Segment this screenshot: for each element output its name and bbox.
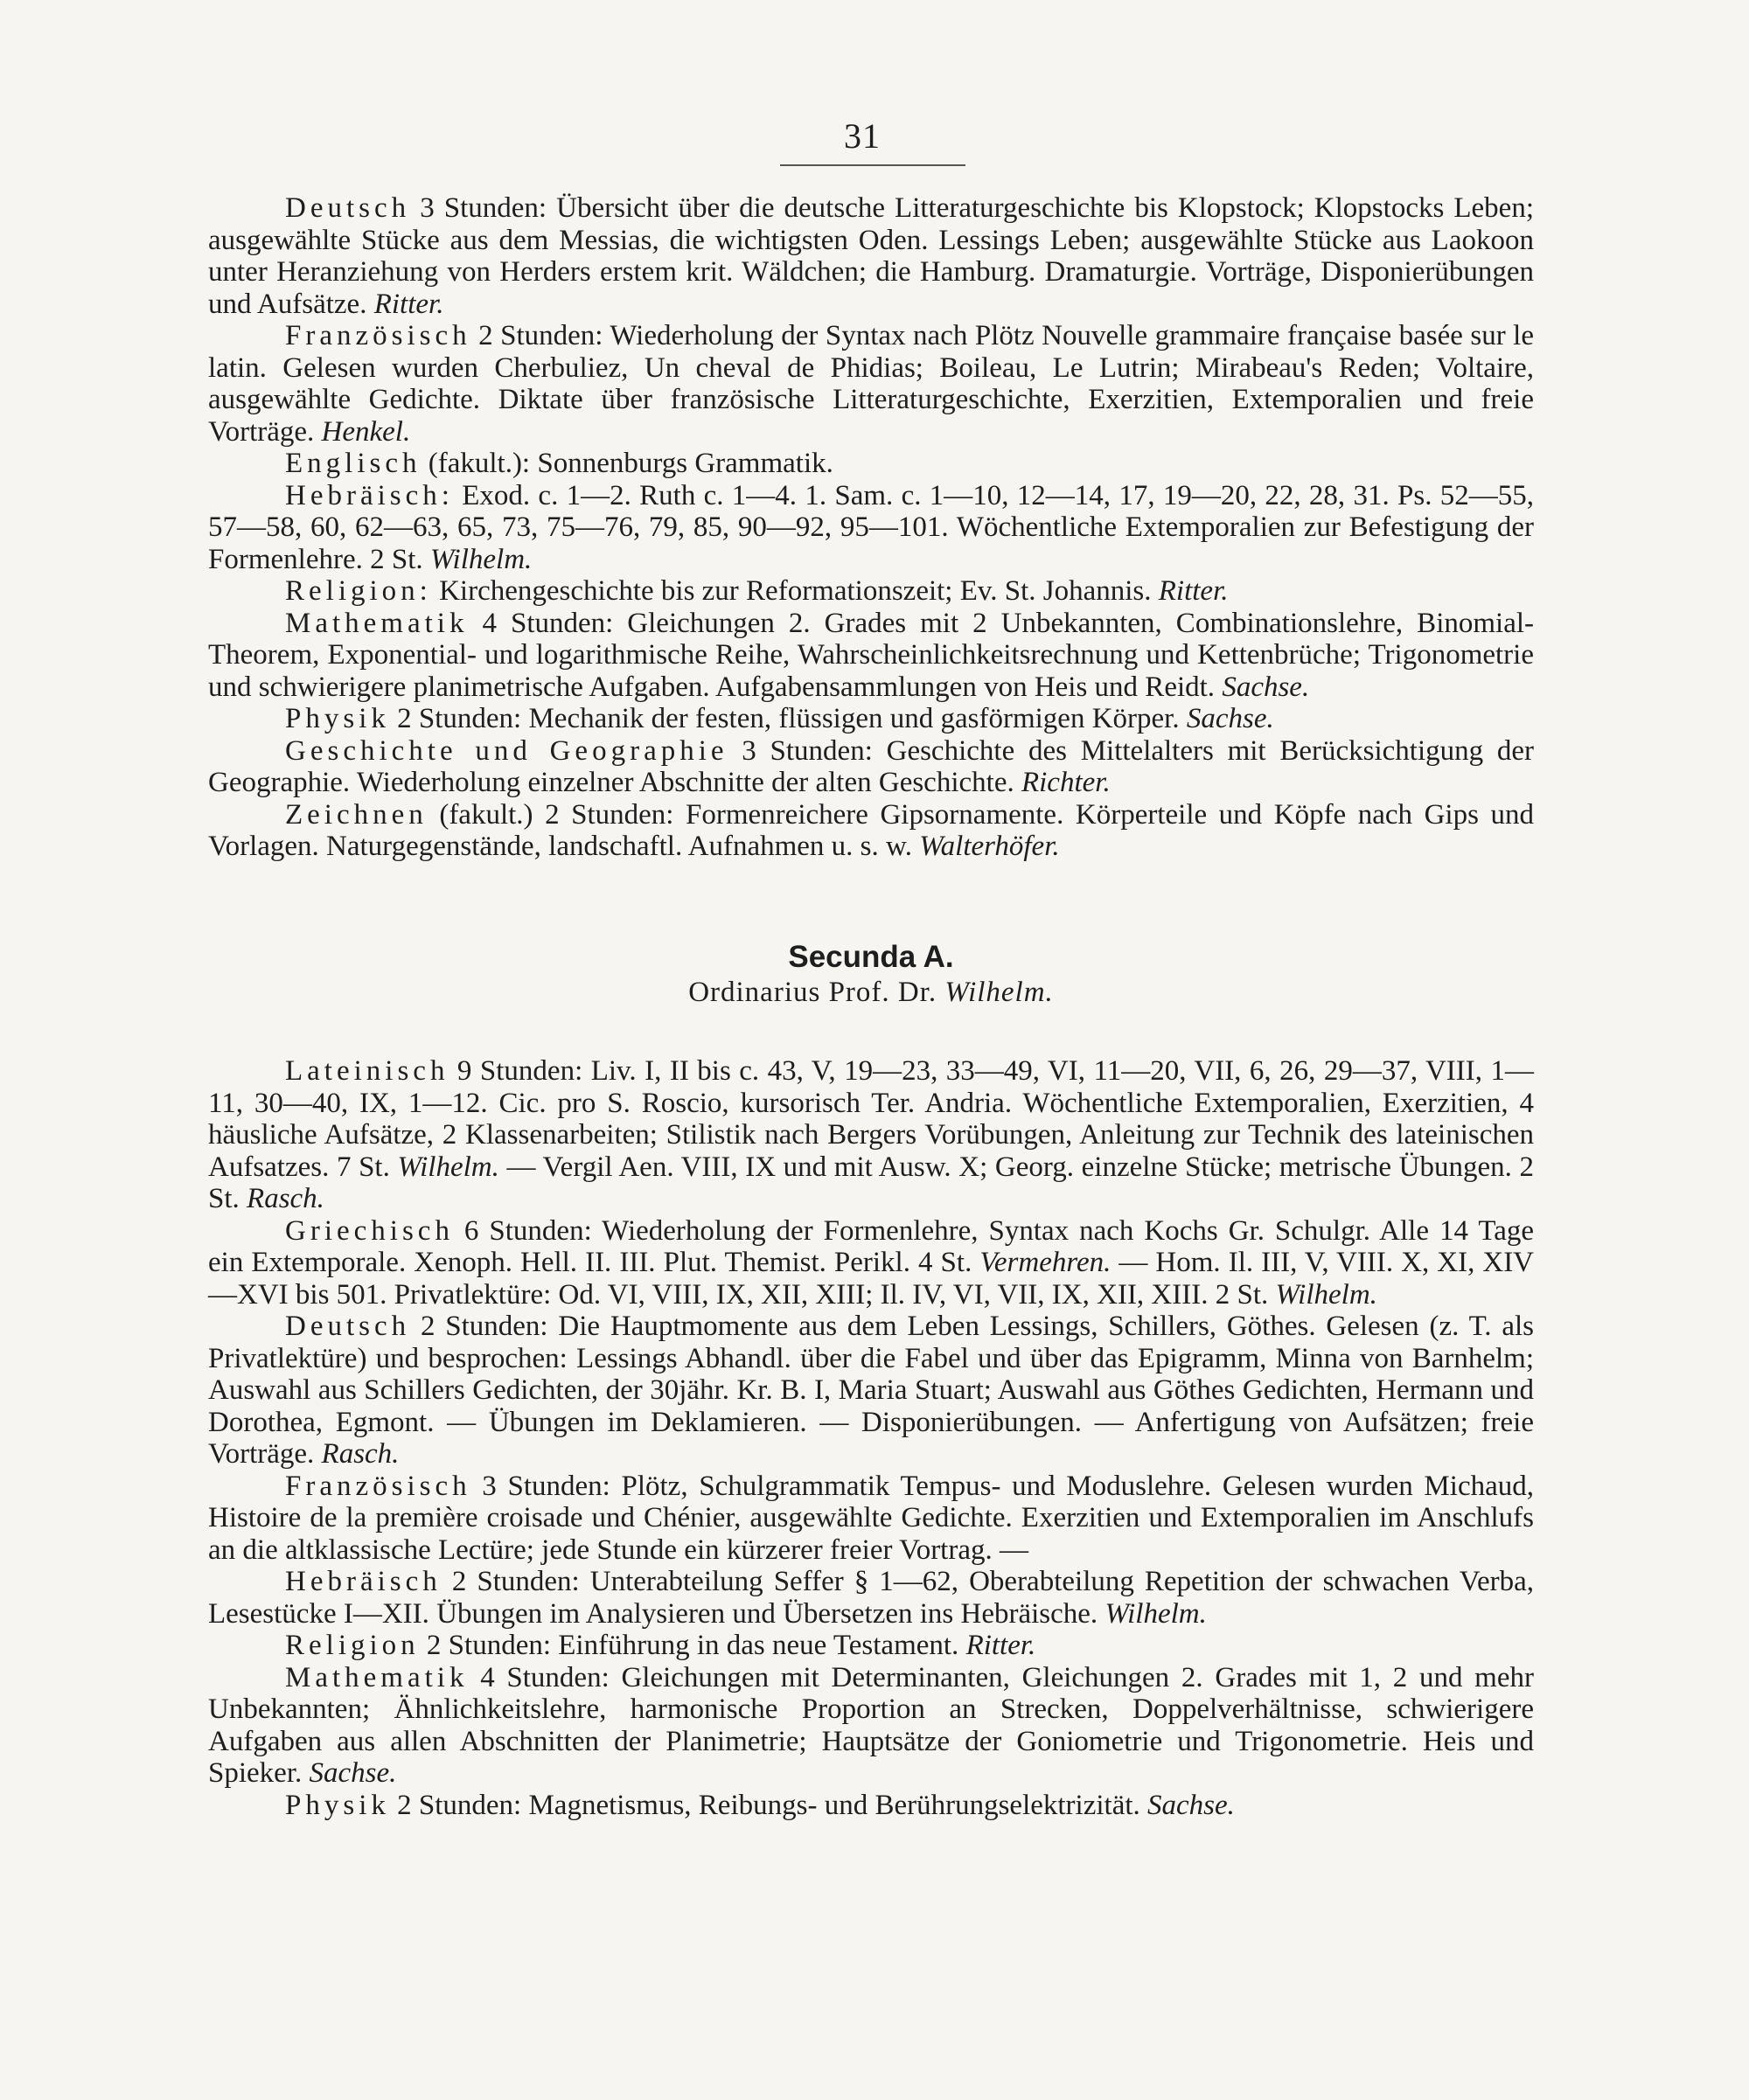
- section-title: Secunda A.: [788, 940, 954, 974]
- subject-paragraph: [208, 448, 1534, 480]
- subject-name: Englisch: [285, 448, 422, 479]
- page-number: 31: [844, 116, 881, 156]
- subject-name: Religion: [285, 1630, 420, 1661]
- curriculum-block-secunda-a: [208, 1055, 1534, 1821]
- subject-text: 2 Stunden: Einführung in das neue Testament.: [419, 1630, 959, 1661]
- subject-name: Deutsch: [285, 192, 411, 224]
- subject-name: Mathematik: [285, 1661, 469, 1693]
- teacher-name: Vermehren.: [979, 1247, 1111, 1278]
- subject-text: 9 Stunden: Liv. I, II bis c. 43, V, 19—23, 33—49, VI, 11—20, VII, 6, 26, 29—37, VIII, 1—11, 30—40, IX, 1—12. Cic. pro S. Roscio, kursorisch Ter. Andria. Wöchentliche Extemporalien, Exerzitien, 4 häusliche Aufsätze, 2 Klassenarbeiten; Stilistik nach Bergers Vorübungen, Anleitung zur Technik des lateinischen Aufsatzes. 7 St.: [208, 1055, 1534, 1183]
- subject-name: Hebräisch:: [285, 479, 454, 511]
- teacher-name: Wilhelm.: [397, 1151, 499, 1183]
- subject-text: 3 Stunden: Übersicht über die deutsche Litteraturgeschichte bis Klopstock; Klopstocks Leben; ausgewählte Stücke aus dem Messias, die wichtigsten Oden. Lessings Leben; ausgewählte Stücke aus Laokoon unter Heranziehung von Herders erstem krit. Wäldchen; die Hamburg. Dramaturgie. Vorträge, Disponierübungen und Aufsätze.: [208, 192, 1534, 320]
- subject-name: Griechisch: [285, 1214, 454, 1247]
- subject-text-continued: — Hom. Il. III, V, VIII. X, XI, XIV—XVI bis 501. Privatlektüre: Od. VI, VIII, IX, XII, XIII; Il. IV, VI, VII, IX, XII, XIII. 2 St.: [208, 1247, 1535, 1311]
- subject-text: (fakult.) 2 Stunden: Formenreichere Gipsornamente. Körperteile und Köpfe nach Gips und Vorlagen. Naturgegenstände, landschaftl. Aufnahmen u. s. w.: [208, 798, 1534, 862]
- subject-text: 4 Stunden: Gleichungen 2. Grades mit 2 Unbekannten, Combinationslehre, Binomial-Theorem, Exponential- und logarithmische Reihe, Wahrscheinlichkeitsrechnung und Kettenbrüche; Trigonometrie und schwierigere planimetrische Aufgaben. Aufgabensammlungen von Heis und Reidt.: [208, 607, 1534, 703]
- subject-text: 2 Stunden: Magnetismus, Reibungs- und Berührungselektrizität.: [389, 1789, 1140, 1821]
- subject-text-continued: — Vergil Aen. VIII, IX und mit Ausw. X; Georg. einzelne Stücke; metrische Übungen. 2 St.: [208, 1151, 1534, 1214]
- teacher-name: Rasch.: [321, 1438, 400, 1470]
- teacher-name: Sachse.: [1222, 671, 1310, 703]
- subject-paragraph: [208, 192, 1534, 320]
- subject-paragraph: [208, 799, 1534, 863]
- subject-paragraph: [208, 1662, 1534, 1790]
- subject-name: Französisch: [285, 1470, 471, 1502]
- subject-text: Kirchengeschichte bis zur Reformationszeit; Ev. St. Johannis.: [431, 575, 1152, 607]
- subject-paragraph: [208, 1471, 1534, 1567]
- ordinarius-label: Ordinarius Prof. Dr.: [688, 977, 937, 1008]
- subject-text: Exod. c. 1—2. Ruth c. 1—4. 1. Sam. c. 1—10, 12—14, 17, 19—20, 22, 28, 31. Ps. 52—55, 57—58, 60, 62—63, 65, 73, 75—76, 79, 85, 90—92, 95—101. Wöchentliche Extemporalien zur Befestigung der Formenlehre. 2 St.: [208, 479, 1534, 575]
- subject-paragraph: [208, 1790, 1534, 1822]
- subject-paragraph: [208, 1630, 1534, 1662]
- subject-name: Physik: [285, 703, 390, 734]
- subject-name: Französisch: [285, 320, 471, 351]
- subject-name: Geschichte und Geographie: [285, 734, 728, 767]
- subject-text: 6 Stunden: Wiederholung der Formenlehre, Syntax nach Kochs Gr. Schulgr. Alle 14 Tage ein Extemporale. Xenoph. Hell. II. III. Plut. Themist. Perikl. 4 St.: [208, 1214, 1534, 1278]
- subject-paragraph: [208, 480, 1534, 576]
- teacher-name: Sachse.: [1186, 703, 1274, 734]
- teacher-name: Henkel.: [321, 415, 411, 448]
- teacher-name: Wilhelm.: [429, 543, 533, 575]
- subject-text: 3 Stunden: Plötz, Schulgrammatik Tempus- und Moduslehre. Gelesen wurden Michaud, Histoire de la première croisade und Chénier, ausgewählte Gedichte. Exerzitien und Extemporalien im Anschlufs an die altklassische Lectüre; jede Stunde ein kürzerer freier Vortrag. —: [208, 1470, 1534, 1566]
- teacher-name: Richter.: [1021, 767, 1111, 798]
- subject-text: 2 Stunden: Mechanik der festen, flüssigen und gasförmigen Körper.: [389, 703, 1180, 734]
- subject-name: Religion:: [285, 575, 432, 607]
- subject-text: (fakult.): Sonnenburgs Grammatik.: [421, 448, 833, 479]
- subject-name: Zeichnen: [285, 798, 428, 831]
- subject-text: 2 Stunden: Unterabteilung Seffer § 1—62, Oberabteilung Repetition der schwachen Verba, Lesestücke I—XII. Übungen im Analysieren und Übersetzen ins Hebräische.: [208, 1566, 1534, 1630]
- section-subtitle: [208, 975, 1534, 1010]
- teacher-name: Ritter.: [1158, 575, 1229, 607]
- subject-paragraph: [208, 320, 1534, 448]
- subject-paragraph: [208, 1215, 1534, 1311]
- subject-text: 2 Stunden: Die Hauptmomente aus dem Leben Lessings, Schillers, Göthes. Gelesen (z. T. als Privatlektüre) und besprochen: Lessings Abhandl. über die Fabel und über das Epigramm, Minna von Barnhelm; Auswahl aus Schillers Gedichten, der 30jähr. Kr. B. I, Maria Stuart; Auswahl aus Göthes Gedichten, Hermann und Dorothea, Egmont. — Übungen im Deklamieren. — Disponierübungen. — Anfertigung von Aufsätzen; freie Vorträge.: [208, 1311, 1534, 1470]
- subject-name: Mathematik: [285, 607, 469, 639]
- subject-name: Lateinisch: [285, 1055, 449, 1087]
- teacher-name: Walterhöfer.: [919, 831, 1060, 862]
- header-rule: [780, 164, 965, 166]
- subject-paragraph: [208, 1566, 1534, 1630]
- subject-paragraph: [208, 735, 1534, 799]
- subject-name: Physik: [285, 1789, 390, 1821]
- subject-paragraph: [208, 1311, 1534, 1471]
- subject-text: 4 Stunden: Gleichungen mit Determinanten, Gleichungen 2. Grades mit 1, 2 und mehr Unbekannten; Ähnlichkeitslehre, harmonische Proportion an Strecken, Doppelverhältnisse, schwierigere Aufgaben aus allen Abschnitten der Planimetrie; Hauptsätze der Goniometrie und Trigonometrie. Heis und Spieker.: [208, 1661, 1534, 1789]
- subject-text: 3 Stunden: Geschichte des Mittelalters mit Berücksichtigung der Geographie. Wiederholung einzelner Abschnitte der alten Geschichte.: [208, 734, 1534, 798]
- teacher-name: Sachse.: [1147, 1789, 1235, 1821]
- curriculum-block-prima: [208, 192, 1534, 863]
- subject-name: Hebräisch: [285, 1566, 442, 1597]
- subject-paragraph: [208, 575, 1534, 608]
- subject-paragraph: [208, 1055, 1534, 1215]
- teacher-name: Wilhelm.: [1104, 1597, 1207, 1630]
- subject-name: Deutsch: [285, 1311, 411, 1342]
- teacher-name: Sachse.: [309, 1757, 397, 1789]
- subject-paragraph: [208, 608, 1534, 704]
- teacher-name: Rasch.: [247, 1183, 324, 1214]
- subject-paragraph: [208, 703, 1534, 735]
- teacher-name: Ritter.: [373, 288, 444, 320]
- subject-text: 2 Stunden: Wiederholung der Syntax nach Plötz Nouvelle grammaire française basée sur le latin. Gelesen wurden Cherbuliez, Un cheval de Phidias; Boileau, Le Lutrin; Mirabeau's Reden; Voltaire, ausgewählte Gedichte. Diktate über französische Litteraturgeschichte, Exerzitien, Extemporalien und freie Vorträge.: [208, 320, 1534, 448]
- teacher-name: Wilhelm.: [1275, 1278, 1377, 1311]
- ordinarius-name: Wilhelm.: [944, 977, 1054, 1008]
- teacher-name: Ritter.: [965, 1630, 1036, 1661]
- section-heading: [208, 940, 1534, 1010]
